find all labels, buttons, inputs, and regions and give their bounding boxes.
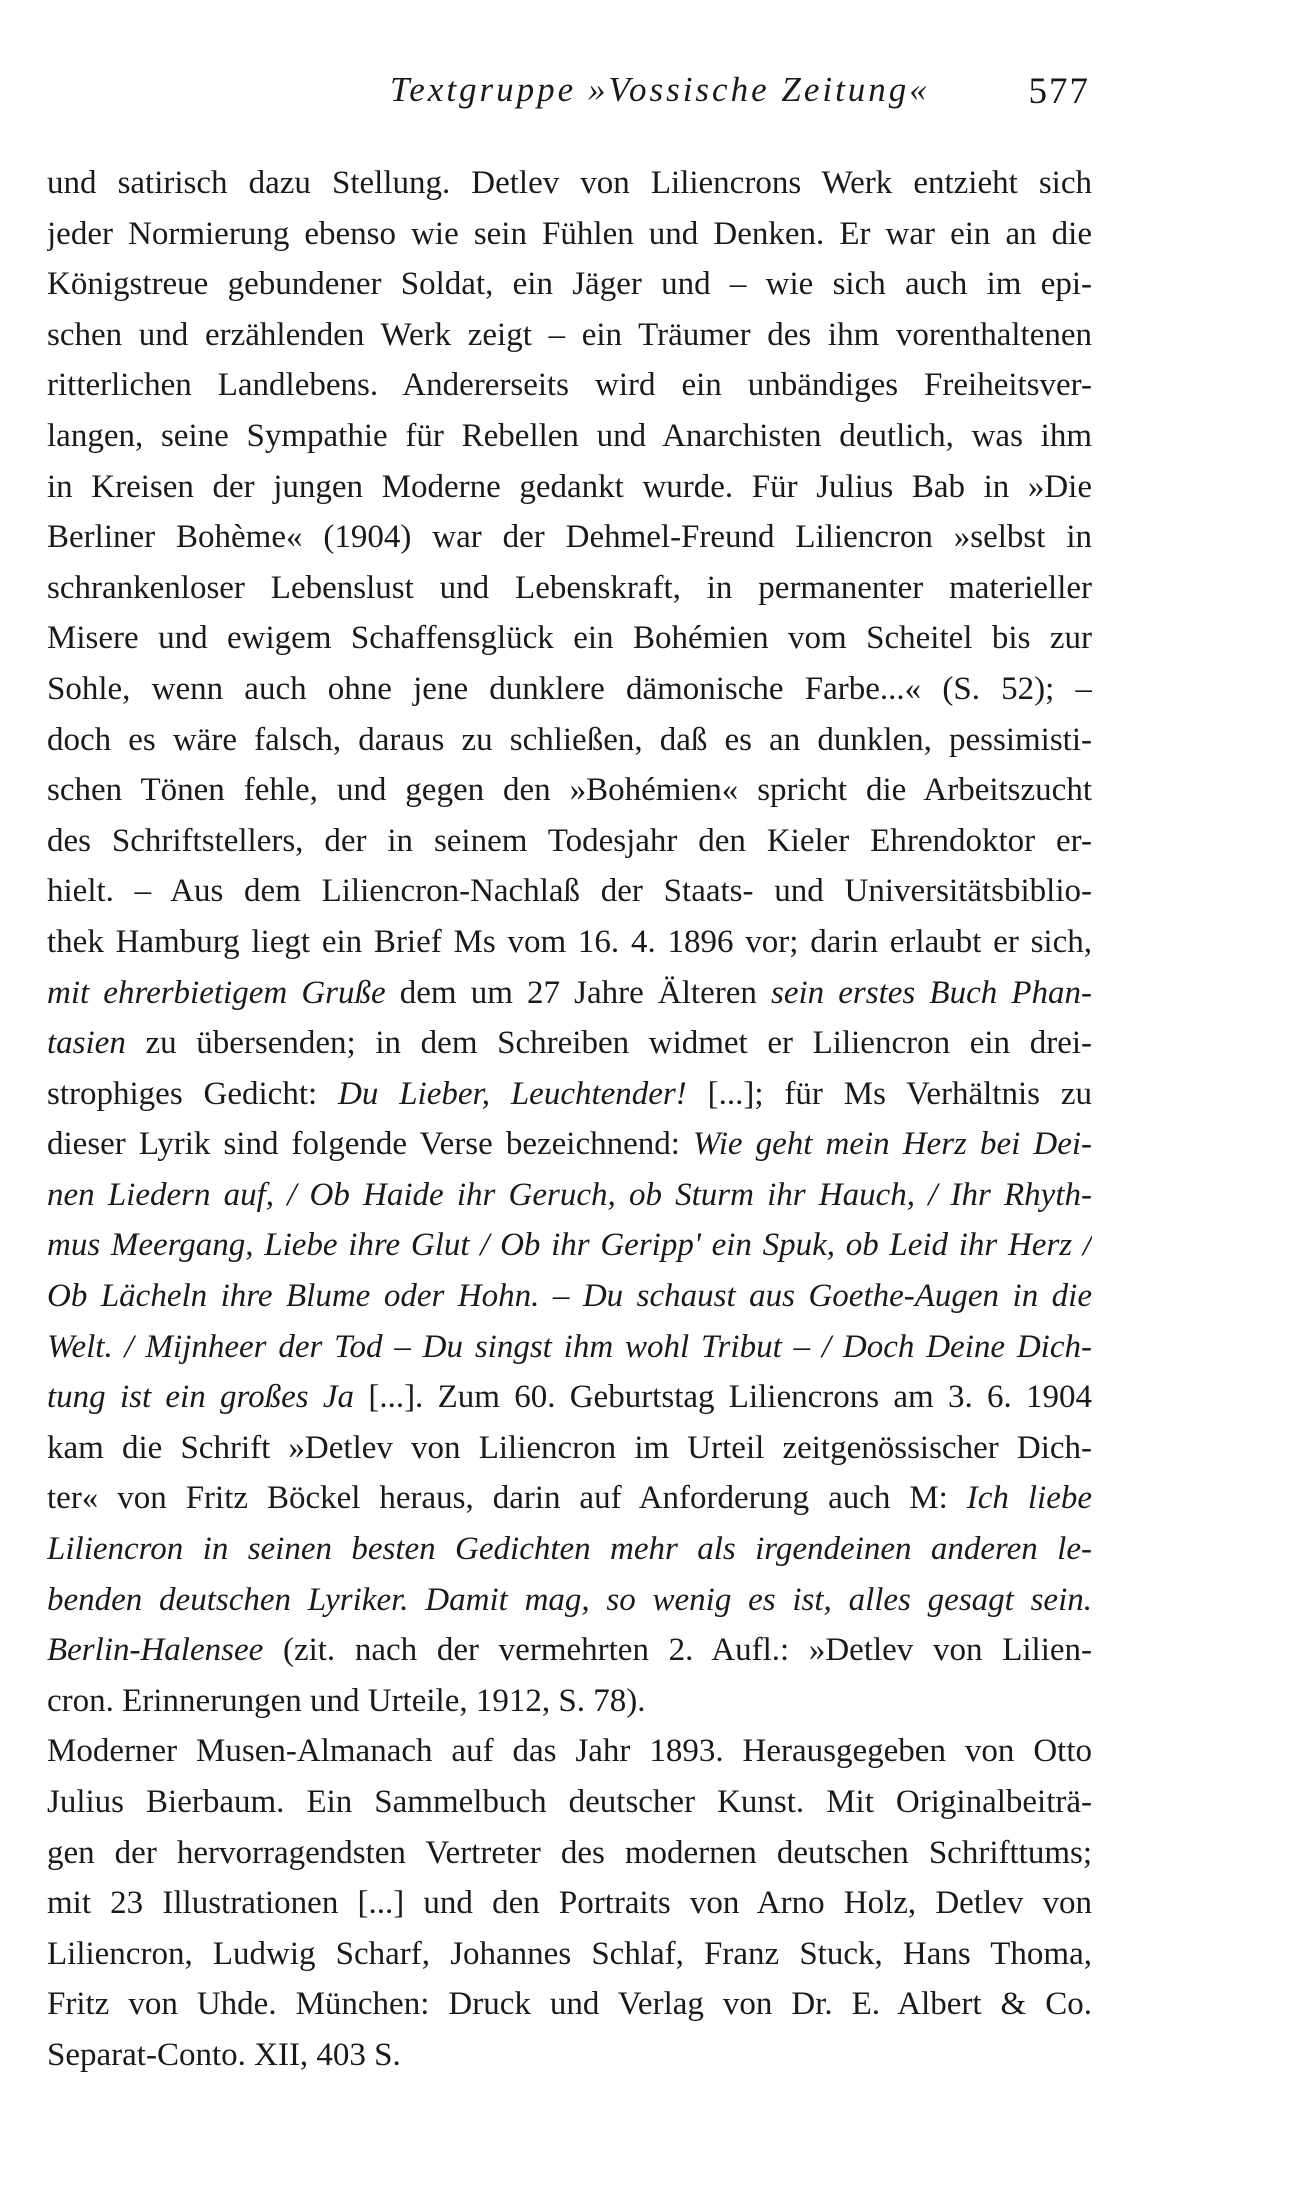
text-segment: und satirisch dazu Stellung. Detlev von Liliencrons Werk entzieht sich (47, 165, 1092, 201)
italic-text: Wie geht mein Herz bei Dei- (693, 1126, 1092, 1163)
text-segment: Fritz von Uhde. München: Druck und Verlag von Dr. E. Albert & Co. (47, 1986, 1092, 2023)
text-segment: (zit. nach der vermehrten 2. Aufl.: »Detlev von Lilien- (263, 1632, 1092, 1669)
text-line (47, 209, 1092, 260)
text-segment: jeder Normierung ebenso wie sein Fühlen und Denken. Er war ein an die (47, 215, 1092, 252)
italic-text: tasien (47, 1025, 126, 1062)
text-line (47, 1473, 1092, 1524)
italic-text: sein erstes Buch Phan- (771, 974, 1092, 1011)
text-line (47, 917, 1092, 968)
text-line (47, 715, 1092, 766)
text-segment: Misere und ewigem Schaffensglück ein Bohémien vom Scheitel bis zur (47, 620, 1092, 657)
italic-text: Liliencron in seinen besten Gedichten mehr als irgendeinen anderen le- (47, 1531, 1092, 1568)
text-segment: Königstreue gebundener Soldat, ein Jäger und – wie sich auch im epi- (47, 266, 1092, 303)
text-line (47, 816, 1092, 867)
text-segment: ritterlichen Landlebens. Andererseits wird ein unbändiges Freiheitsver- (47, 367, 1092, 404)
text-line (47, 1625, 1092, 1676)
text-line (47, 1929, 1092, 1980)
page-header (390, 70, 1090, 130)
italic-text: mus Meergang, Liebe ihre Glut / Ob ihr Geripp' ein Spuk, ob Leid ihr Herz / (47, 1227, 1092, 1264)
text-segment: schen und erzählenden Werk zeigt – ein Träumer des ihm vorenthaltenen (47, 316, 1092, 353)
text-line (47, 411, 1092, 462)
text-segment: Berliner Bohème« (1904) war der Dehmel-Freund Liliencron »selbst in (47, 519, 1092, 556)
text-line (47, 1524, 1092, 1575)
text-line (47, 1170, 1092, 1221)
text-line (47, 1322, 1092, 1373)
text-segment: [...]; für Ms Verhältnis zu (686, 1075, 1092, 1112)
italic-text: tung ist ein großes Ja (47, 1379, 355, 1416)
text-line (47, 1119, 1092, 1170)
text-segment: Liliencron, Ludwig Scharf, Johannes Schlaf, Franz Stuck, Hans Thoma, (47, 1935, 1092, 1972)
text-line (47, 1676, 1092, 1727)
text-segment: mit 23 Illustrationen [...] und den Portraits von Arno Holz, Detlev von (47, 1885, 1092, 1922)
text-segment: Julius Bierbaum. Ein Sammelbuch deutscher Kunst. Mit Originalbeiträ- (47, 1784, 1092, 1820)
text-segment: schen Tönen fehle, und gegen den »Bohémien« spricht die Arbeitszucht (47, 772, 1092, 809)
text-segment: kam die Schrift »Detlev von Liliencron im Urteil zeitgenössischer Dich- (47, 1429, 1092, 1466)
text-line (47, 1777, 1092, 1828)
italic-text: nen Liedern auf, / Ob Haide ihr Geruch, ob Sturm ihr Hauch, / Ihr Rhyth- (47, 1176, 1092, 1213)
text-line (47, 2030, 1092, 2081)
italic-text: Berlin-Halensee (47, 1632, 264, 1669)
text-segment: zu übersenden; in dem Schreiben widmet er Liliencron ein drei- (125, 1025, 1092, 1062)
body-text (47, 158, 1092, 2081)
text-segment: strophiges Gedicht: (47, 1075, 339, 1112)
text-segment: cron. Erinnerungen und Urteile, 1912, S. 78). (47, 1682, 646, 1719)
text-line (47, 360, 1092, 411)
text-line (47, 1018, 1092, 1069)
text-line (47, 1271, 1092, 1322)
text-line (47, 1423, 1092, 1474)
text-segment: dieser Lyrik sind folgende Verse bezeichnend: (47, 1126, 694, 1163)
text-line (47, 968, 1092, 1019)
text-line (47, 512, 1092, 563)
text-segment: thek Hamburg liegt ein Brief Ms vom 16. 4. 1896 vor; darin erlaubt er sich, (47, 923, 1092, 960)
text-line (47, 1069, 1092, 1120)
text-line (47, 1372, 1092, 1423)
italic-text: Ich liebe (966, 1480, 1092, 1517)
text-segment: Sohle, wenn auch ohne jene dunklere dämonische Farbe...« (S. 52); – (47, 670, 1092, 707)
italic-text: mit ehrerbietigem Gruße (47, 974, 386, 1011)
text-line (47, 310, 1092, 361)
italic-text: Du Lieber, Leuchtender! (338, 1075, 687, 1112)
text-segment: langen, seine Sympathie für Rebellen und Anarchisten deutlich, was ihm (47, 417, 1092, 454)
text-line (47, 1220, 1092, 1271)
text-line (47, 1726, 1092, 1777)
text-segment: gen der hervorragendsten Vertreter des modernen deutschen Schrifttums; (47, 1834, 1092, 1871)
text-segment: hielt. – Aus dem Liliencron-Nachlaß der Staats- und Universitätsbiblio- (47, 873, 1092, 910)
text-line (47, 1828, 1092, 1879)
text-line (47, 664, 1092, 715)
running-head: Textgruppe »Vossische Zeitung« (390, 70, 930, 109)
text-line (47, 259, 1092, 310)
text-line (47, 1878, 1092, 1929)
text-line (47, 158, 1092, 209)
text-segment: dem um 27 Jahre Älteren (385, 974, 771, 1011)
text-segment: [...]. Zum 60. Geburtstag Liliencrons am 3. 6. 1904 (354, 1379, 1092, 1416)
text-segment: ter« von Fritz Böckel heraus, darin auf Anforderung auch M: (47, 1480, 967, 1517)
text-segment: Separat-Conto. XII, 403 S. (47, 2036, 401, 2073)
italic-text: benden deutschen Lyriker. Damit mag, so wenig es ist, alles gesagt sein. (47, 1581, 1092, 1618)
text-line (47, 1575, 1092, 1626)
text-segment: des Schriftstellers, der in seinem Todesjahr den Kieler Ehrendoktor er- (47, 822, 1092, 859)
text-line (47, 563, 1092, 614)
text-segment: Moderner Musen-Almanach auf das Jahr 1893. Herausgegeben von Otto (47, 1733, 1092, 1770)
text-line (47, 1979, 1092, 2030)
text-segment: in Kreisen der jungen Moderne gedankt wurde. Für Julius Bab in »Die (47, 468, 1092, 505)
page-number: 577 (1028, 71, 1090, 112)
italic-text: Welt. / Mijnheer der Tod – Du singst ihm wohl Tribut – / Doch Deine Dich- (47, 1328, 1092, 1365)
text-segment: doch es wäre falsch, daraus zu schließen, daß es an dunklen, pessimisti- (47, 721, 1092, 758)
text-line (47, 866, 1092, 917)
text-line (47, 462, 1092, 513)
text-line (47, 613, 1092, 664)
italic-text: Ob Lächeln ihre Blume oder Hohn. – Du schaust aus Goethe-Augen in die (47, 1278, 1092, 1315)
text-segment: schrankenloser Lebenslust und Lebenskraft, in permanenter materieller (47, 569, 1092, 606)
text-line (47, 765, 1092, 816)
